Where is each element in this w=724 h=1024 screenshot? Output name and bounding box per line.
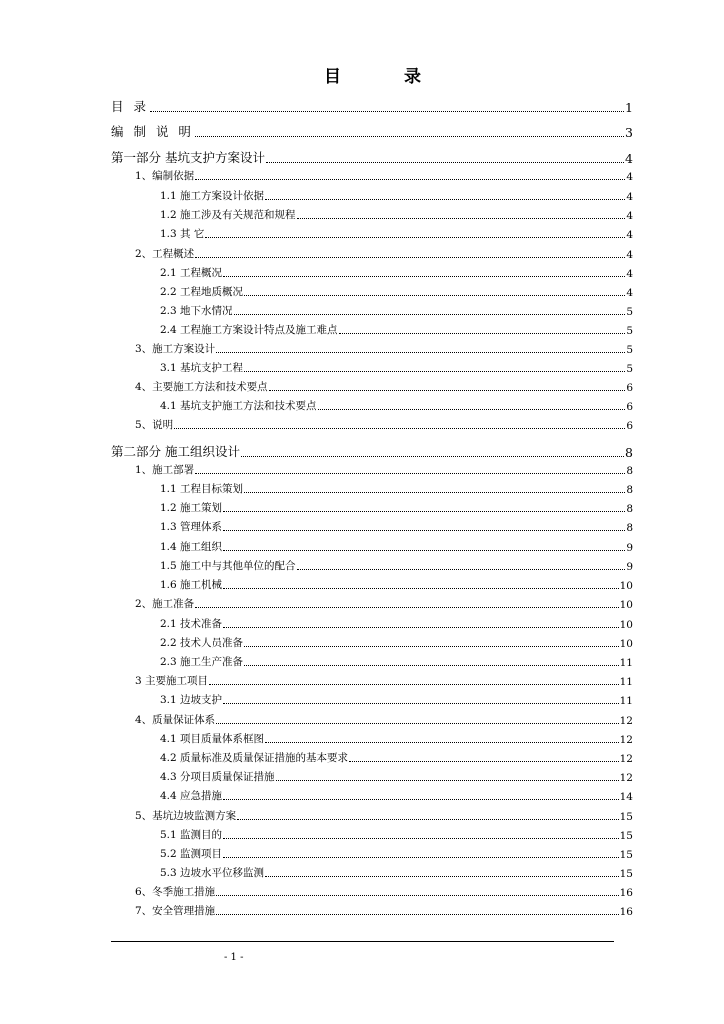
toc-leader-dots <box>244 664 619 666</box>
toc-entry[interactable] <box>160 284 633 299</box>
toc-leader-dots <box>339 332 626 334</box>
toc-entry[interactable] <box>160 360 633 375</box>
toc-leader-dots <box>195 178 625 180</box>
toc-entry[interactable] <box>160 654 633 669</box>
toc-entry-page: 14 <box>619 791 633 803</box>
toc-leader-dots <box>237 818 618 820</box>
toc-entry-label: 4、主要施工方法和技术要点 <box>135 381 268 393</box>
toc-entry-page: 8 <box>626 465 633 477</box>
toc-entry[interactable] <box>160 827 633 842</box>
toc-entry-page: 10 <box>619 599 633 611</box>
toc-entry[interactable] <box>160 750 633 765</box>
toc-entry-page: 1 <box>625 100 633 115</box>
toc-entry[interactable] <box>160 265 633 280</box>
toc-leader-dots <box>244 645 619 647</box>
toc-leader-dots <box>265 741 619 743</box>
toc-leader-dots <box>269 389 626 391</box>
toc-entry-page: 9 <box>626 561 633 573</box>
toc-entry[interactable] <box>160 539 633 554</box>
toc-entry-label: 3 主要施工项目 <box>135 675 209 687</box>
toc-entry[interactable] <box>135 673 633 688</box>
toc-entry[interactable] <box>160 226 633 241</box>
toc-entry[interactable] <box>160 303 633 318</box>
toc-entry-page: 4 <box>626 287 633 299</box>
toc-entry-page: 12 <box>619 715 633 727</box>
toc-entry[interactable] <box>160 500 633 515</box>
toc-leader-dots <box>223 549 625 551</box>
toc-entry-label: 5.3 边坡水平位移监测 <box>160 867 265 879</box>
toc-entry-label: 7、安全管理措施 <box>135 905 216 917</box>
toc-entry-page: 11 <box>619 657 633 669</box>
toc-entry-label: 1.6 施工机械 <box>160 579 223 591</box>
toc-leader-dots <box>223 626 619 628</box>
toc-entry-label: 5.1 监测目的 <box>160 829 223 841</box>
toc-entry[interactable] <box>160 577 633 592</box>
toc-entry-label: 1.4 施工组织 <box>160 541 223 553</box>
toc-entry-label: 2.2 工程地质概况 <box>160 286 244 298</box>
toc-entry-page: 6 <box>626 382 633 394</box>
toc-leader-dots <box>265 875 619 877</box>
footer-page-number: - 1 - <box>224 952 244 963</box>
toc-leader-dots <box>216 722 618 724</box>
toc-entry-label: 2.4 工程施工方案设计特点及施工难点 <box>160 324 338 336</box>
toc-entry[interactable] <box>160 398 633 413</box>
toc-entry[interactable] <box>160 769 633 784</box>
toc-entry-page: 10 <box>619 619 633 631</box>
toc-leader-dots <box>216 351 625 353</box>
toc-entry-page: 10 <box>619 580 633 592</box>
toc-entry[interactable] <box>135 168 633 183</box>
toc-entry-label: 2.1 技术准备 <box>160 618 223 630</box>
toc-entry-label: 6、冬季施工措施 <box>135 886 216 898</box>
toc-leader-dots <box>195 256 625 258</box>
toc-entry-page: 5 <box>626 363 633 375</box>
toc-entry[interactable] <box>160 322 633 337</box>
toc-entry-page: 6 <box>626 401 633 413</box>
toc-entry-label: 第一部分 基坑支护方案设计 <box>111 150 265 165</box>
toc-entry-page: 15 <box>619 868 633 880</box>
toc-entry[interactable] <box>111 148 633 166</box>
toc-entry-page: 4 <box>625 151 633 166</box>
toc-entry-label: 1.2 施工涉及有关规范和规程 <box>160 209 296 221</box>
toc-entry-label: 4.2 质量标准及质量保证措施的基本要求 <box>160 752 349 764</box>
toc-leader-dots <box>223 529 625 531</box>
toc-entry-label: 第二部分 施工组织设计 <box>111 444 240 459</box>
toc-entry-label: 编 制 说 明 <box>111 124 194 139</box>
toc-entry[interactable] <box>135 379 633 394</box>
toc-entry[interactable] <box>160 635 633 650</box>
toc-entry[interactable] <box>135 596 633 611</box>
toc-leader-dots <box>276 779 619 781</box>
toc-entry[interactable] <box>135 808 633 823</box>
toc-entry-label: 2.1 工程概况 <box>160 267 223 279</box>
toc-leader-dots <box>265 198 625 200</box>
toc-entry[interactable] <box>160 788 633 803</box>
toc-entry-page: 11 <box>619 676 633 688</box>
toc-leader-dots <box>223 275 625 277</box>
title-part-2: 录 <box>404 67 422 87</box>
toc-entry-page: 9 <box>626 542 633 554</box>
toc-leader-dots <box>244 294 625 296</box>
toc-entry-page: 15 <box>619 811 633 823</box>
toc-entry[interactable] <box>160 207 633 222</box>
toc-leader-dots <box>244 491 625 493</box>
toc-leader-dots <box>244 370 625 372</box>
toc-leader-dots <box>216 913 618 915</box>
toc-leader-dots <box>195 606 618 608</box>
toc-leader-dots <box>223 510 625 512</box>
toc-entry-page: 11 <box>619 695 633 707</box>
toc-leader-dots <box>216 894 618 896</box>
toc-leader-dots <box>266 161 624 163</box>
toc-entry[interactable] <box>135 884 633 899</box>
toc-entry[interactable] <box>135 246 633 261</box>
toc-entry-label: 1.2 施工策划 <box>160 502 223 514</box>
toc-entry[interactable] <box>111 122 633 140</box>
title-part-1: 目 <box>324 67 342 87</box>
toc-entry-label: 4.1 项目质量体系框图 <box>160 733 265 745</box>
toc-entry[interactable] <box>160 865 633 880</box>
toc-entry-page: 10 <box>619 638 633 650</box>
toc-entry-label: 2、施工准备 <box>135 598 195 610</box>
toc-leader-dots <box>297 217 626 219</box>
toc-entry-page: 12 <box>619 734 633 746</box>
toc-entry-label: 5.2 监测项目 <box>160 848 223 860</box>
toc-entry-label: 1.1 施工方案设计依据 <box>160 190 265 202</box>
toc-entry-page: 5 <box>626 306 633 318</box>
toc-entry-page: 12 <box>619 772 633 784</box>
toc-entry[interactable] <box>135 462 633 477</box>
toc-entry-label: 2.2 技术人员准备 <box>160 637 244 649</box>
toc-entry-label: 3.1 边坡支护 <box>160 694 223 706</box>
footer-divider <box>111 941 614 942</box>
toc-entry-page: 4 <box>626 268 633 280</box>
toc-entry-page: 4 <box>626 229 633 241</box>
toc-leader-dots <box>205 236 625 238</box>
toc-entry-page: 15 <box>619 849 633 861</box>
toc-entry-page: 4 <box>626 171 633 183</box>
toc-entry-label: 2.3 地下水情况 <box>160 305 233 317</box>
toc-entry-page: 8 <box>626 503 633 515</box>
toc-entry-page: 12 <box>619 753 633 765</box>
toc-entry-label: 2、工程概述 <box>135 248 195 260</box>
toc-entry[interactable] <box>160 731 633 746</box>
toc-entry[interactable] <box>160 692 633 707</box>
toc-leader-dots <box>150 110 624 112</box>
toc-leader-dots <box>223 837 619 839</box>
toc-leader-dots <box>209 683 619 685</box>
toc-entry[interactable] <box>160 481 633 496</box>
toc-entry[interactable] <box>160 519 633 534</box>
toc-leader-dots <box>223 856 619 858</box>
toc-entry-label: 4、质量保证体系 <box>135 714 216 726</box>
toc-leader-dots <box>241 455 624 457</box>
toc-entry[interactable] <box>160 846 633 861</box>
toc-entry-page: 8 <box>626 522 633 534</box>
toc-entry[interactable] <box>135 417 633 432</box>
toc-entry-label: 4.4 应急措施 <box>160 790 223 802</box>
toc-entry-label: 目 录 <box>111 99 149 114</box>
toc-entry-label: 1、施工部署 <box>135 464 195 476</box>
toc-leader-dots <box>195 135 624 137</box>
toc-entry-page: 8 <box>625 445 633 460</box>
toc-entry[interactable] <box>160 616 633 631</box>
toc-leader-dots <box>223 798 619 800</box>
toc-entry-page: 4 <box>626 249 633 261</box>
toc-entry-label: 1.1 工程目标策划 <box>160 483 244 495</box>
toc-entry-page: 5 <box>626 325 633 337</box>
toc-entry-label: 1、编制依据 <box>135 170 195 182</box>
toc-leader-dots <box>349 760 619 762</box>
toc-entry-label: 4.3 分项目质量保证措施 <box>160 771 275 783</box>
toc-entry-label: 1.3 其 它 <box>160 228 205 240</box>
toc-leader-dots <box>318 408 626 410</box>
toc-entry[interactable] <box>160 188 633 203</box>
toc-entry-label: 3、施工方案设计 <box>135 343 216 355</box>
toc-entry-page: 6 <box>626 420 633 432</box>
toc-entry[interactable] <box>135 712 633 727</box>
toc-entry-label: 3.1 基坑支护工程 <box>160 362 244 374</box>
toc-entry-page: 5 <box>626 344 633 356</box>
toc-entry[interactable] <box>111 97 633 115</box>
toc-leader-dots <box>297 568 626 570</box>
toc-entry-page: 4 <box>626 191 633 203</box>
toc-leader-dots <box>195 472 625 474</box>
toc-entry[interactable] <box>111 442 633 460</box>
toc-entry[interactable] <box>160 558 633 573</box>
toc-entry-label: 1.3 管理体系 <box>160 521 223 533</box>
toc-entry-page: 16 <box>619 906 633 918</box>
toc-leader-dots <box>223 587 619 589</box>
toc-leader-dots <box>223 702 619 704</box>
toc-entry-page: 4 <box>626 210 633 222</box>
toc-entry-page: 16 <box>619 887 633 899</box>
toc-entry-label: 1.5 施工中与其他单位的配合 <box>160 560 296 572</box>
toc-entry-label: 5、说明 <box>135 419 174 431</box>
toc-entry-label: 5、基坑边坡监测方案 <box>135 810 237 822</box>
toc-entry-label: 2.3 施工生产准备 <box>160 656 244 668</box>
toc-entry-page: 15 <box>619 830 633 842</box>
toc-leader-dots <box>234 313 626 315</box>
toc-entry-page: 3 <box>625 125 633 140</box>
toc-entry-page: 8 <box>626 484 633 496</box>
toc-entry[interactable] <box>135 903 633 918</box>
toc-entry[interactable] <box>135 341 633 356</box>
toc-entry-label: 4.1 基坑支护施工方法和技术要点 <box>160 400 317 412</box>
toc-leader-dots <box>174 427 625 429</box>
